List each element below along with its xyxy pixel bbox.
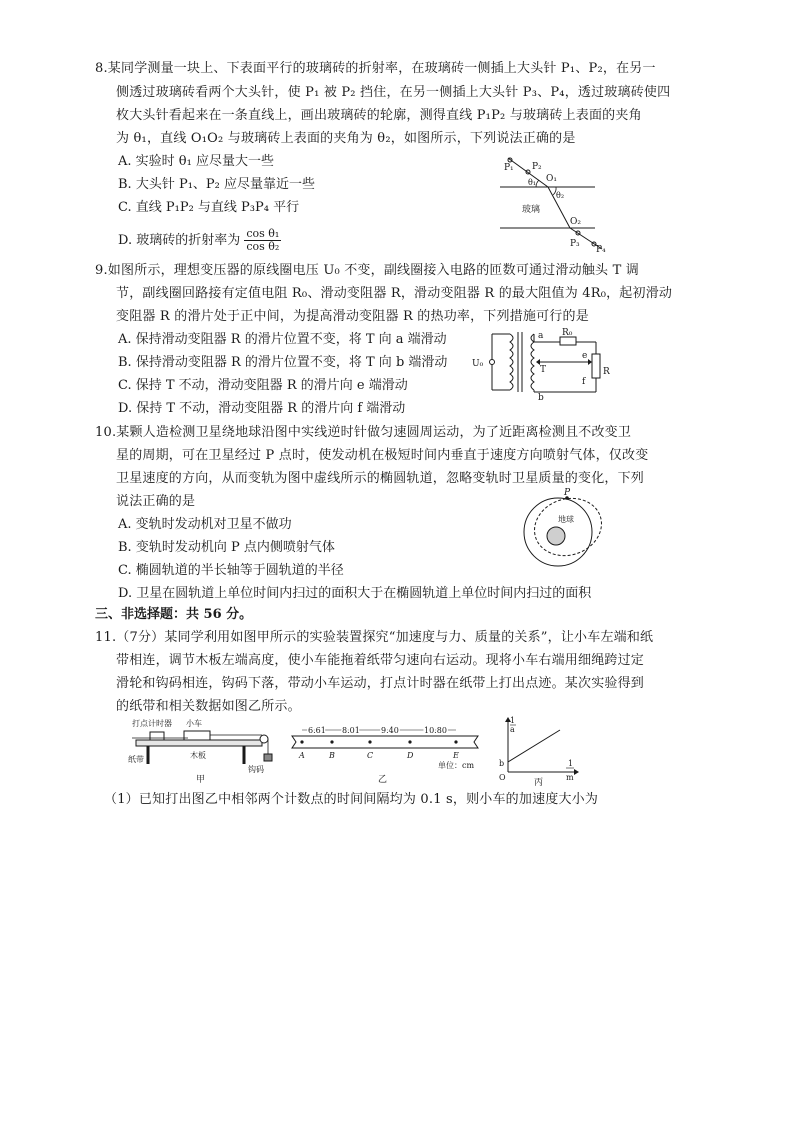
- fraction-denominator: cos θ₂: [246, 240, 280, 253]
- q8-line: 枚大头针看起来在一条直线上，画出玻璃砖的轮廓，测得直线 P₁P₂ 与玻璃砖上表面的夹角: [116, 108, 642, 123]
- label-r0: R₀: [562, 328, 573, 338]
- label-a: a: [538, 331, 544, 341]
- label-t: T: [540, 365, 547, 375]
- q10-line: 卫星速度的方向，从而变轨为图中虚线所示的椭圆轨道，忽略变轨时卫星质量的变化，下列: [116, 471, 645, 486]
- q11-line: 11.（7分）某同学利用如图甲所示的实验装置探究“加速度与力、质量的关系”，让小车左端和纸: [95, 630, 654, 645]
- q8-line: 8.某同学测量一块上、下表面平行的玻璃砖的折射率，在玻璃砖一侧插上大头针 P₁、P₂，在另一: [95, 61, 656, 76]
- q8-line: 侧透过玻璃砖看两个大头针，使 P₁ 被 P₂ 挡住，在另一侧插上大头针 P₃、P₄，透过玻璃砖使四: [116, 85, 671, 100]
- q9-transformer-figure: [470, 328, 620, 403]
- label-p4: P₄: [596, 245, 606, 255]
- refractive-index-fraction: [244, 228, 281, 253]
- label-o2: O₂: [570, 217, 581, 227]
- label-p2: P₂: [532, 162, 542, 172]
- q8-option-b[interactable]: B. 大头针 P₁、P₂ 应尽量靠近一些: [118, 177, 315, 192]
- q11-line: 带相连，调节木板左端高度，使小车能拖着纸带匀速向右运动。现将小车右端用细绳跨过定: [116, 653, 645, 668]
- graph-ylabel-num: 1: [510, 716, 516, 725]
- q9-line: 9.如图所示，理想变压器的原线圈电压 U₀ 不变，副线圈接入电路的匝数可通过滑动触头 T 调: [95, 263, 639, 278]
- label-p1: P₁: [504, 163, 514, 173]
- q10-option-b[interactable]: B. 变轨时发动机向 P 点内侧喷射气体: [118, 540, 335, 555]
- label-weight: 钩码: [248, 765, 264, 774]
- tape-point: [300, 740, 303, 743]
- q8-option-a[interactable]: A. 实验时 θ₁ 应尽量大一些: [118, 154, 274, 169]
- label-p: P: [564, 488, 571, 498]
- graph-label-b: b: [499, 759, 505, 768]
- q9-option-a[interactable]: A. 保持滑动变阻器 R 的滑片位置不变，将 T 向 a 端滑动: [118, 332, 447, 347]
- q11-subquestion-1: （1）已知打出图乙中相邻两个计数点的时间间隔均为 0.1 s，则小车的加速度大小为: [104, 792, 599, 807]
- q8-glass-figure: [490, 150, 620, 260]
- q11-apparatus-figure: [126, 714, 276, 784]
- tape-point: [368, 740, 371, 743]
- caption-jia: 甲: [196, 775, 206, 785]
- tape-distance-label: 6.61: [308, 726, 326, 735]
- q10-orbit-figure: [520, 484, 610, 570]
- q11-graph-figure: [496, 714, 582, 786]
- q9-line: 变阻器 R 的滑片处于正中间，为提高滑动变阻器 R 的热功率，下列措施可行的是: [116, 309, 589, 324]
- tape-point: [330, 740, 333, 743]
- q8-option-c[interactable]: C. 直线 P₁P₂ 与直线 P₃P₄ 平行: [118, 200, 300, 215]
- tape-point: [454, 740, 457, 743]
- tape-distance-label: 9.40: [381, 726, 399, 735]
- graph-ylabel-den: a: [510, 725, 515, 734]
- tape-distance-label: 10.80: [424, 726, 447, 735]
- q8-line: 为 θ₁，直线 O₁O₂ 与玻璃砖上表面的夹角为 θ₂，如图所示，下列说法正确的是: [116, 131, 576, 146]
- label-theta2: θ₂: [556, 191, 565, 200]
- q11-line: 的纸带和相关数据如图乙所示。: [116, 699, 301, 714]
- graph-xlabel-num: 1: [568, 759, 574, 768]
- label-f: f: [582, 377, 586, 387]
- label-tape: 纸带: [128, 755, 144, 764]
- tape-point: [408, 740, 411, 743]
- q10-line: 星的周期，可在卫星经过 P 点时，使发动机在极短时间内垂直于速度方向喷射气体，仅改变: [116, 448, 649, 463]
- tape-distance-label: 8.01: [342, 726, 360, 735]
- label-theta1: θ₁: [528, 178, 537, 187]
- label-earth: 地球: [558, 515, 574, 524]
- q10-option-c[interactable]: C. 椭圆轨道的半长轴等于圆轨道的半径: [118, 563, 344, 578]
- q9-option-c[interactable]: C. 保持 T 不动，滑动变阻器 R 的滑片向 e 端滑动: [118, 378, 408, 393]
- fraction-numerator: cos θ₁: [246, 227, 280, 240]
- q10-line: 10.某颗人造检测卫星绕地球沿图中实线逆时针做匀速圆周运动，为了近距离检测且不改变卫: [95, 425, 632, 440]
- label-r: R: [603, 367, 610, 377]
- label-timer: 打点计时器: [132, 719, 172, 728]
- q10-line: 说法正确的是: [116, 494, 196, 509]
- q9-option-d[interactable]: D. 保持 T 不动，滑动变阻器 R 的滑片向 f 端滑动: [118, 401, 406, 416]
- label-board: 木板: [190, 751, 206, 760]
- q10-option-d[interactable]: D. 卫星在圆轨道上单位时间内扫过的面积大于在椭圆轨道上单位时间内扫过的面积: [118, 586, 592, 601]
- label-u0: U₀: [472, 359, 484, 369]
- tape-point-label: A: [299, 751, 305, 760]
- q8-option-d-text: D. 玻璃砖的折射率为: [118, 233, 241, 248]
- graph-xlabel-den: m: [566, 773, 574, 782]
- tape-unit: 单位：cm: [438, 761, 475, 770]
- label-o1: O₁: [546, 174, 557, 184]
- caption-yi: 乙: [378, 775, 388, 785]
- tape-point-label: C: [367, 751, 374, 760]
- tape-point-label: B: [329, 751, 335, 760]
- label-p3: P₃: [570, 239, 580, 249]
- label-b: b: [538, 393, 544, 403]
- q11-tape-figure: [288, 726, 488, 784]
- q11-line: 滑轮和钩码相连，钩码下落，带动小车运动，打点计时器在纸带上打出点迹。某次实验得到: [116, 676, 645, 691]
- q8-option-d[interactable]: [118, 228, 281, 253]
- q9-line: 节，副线圈回路接有定值电阻 R₀、滑动变阻器 R，滑动变阻器 R 的最大阻值为 4R₀，起初滑动: [116, 286, 673, 301]
- q10-option-a[interactable]: A. 变轨时发动机对卫星不做功: [118, 517, 292, 532]
- label-e: e: [582, 351, 588, 361]
- label-cart: 小车: [186, 719, 202, 728]
- tape-point-label: D: [407, 751, 414, 760]
- q9-option-b[interactable]: B. 保持滑动变阻器 R 的滑片位置不变，将 T 向 b 端滑动: [118, 355, 448, 370]
- tape-point-label: E: [453, 751, 459, 760]
- tape-marks: [298, 726, 459, 760]
- section-title: 三、非选择题：共 56 分。: [95, 607, 253, 622]
- label-glass: 玻璃: [522, 205, 541, 215]
- graph-label-o: O: [499, 773, 506, 782]
- caption-bing: 丙: [534, 778, 544, 788]
